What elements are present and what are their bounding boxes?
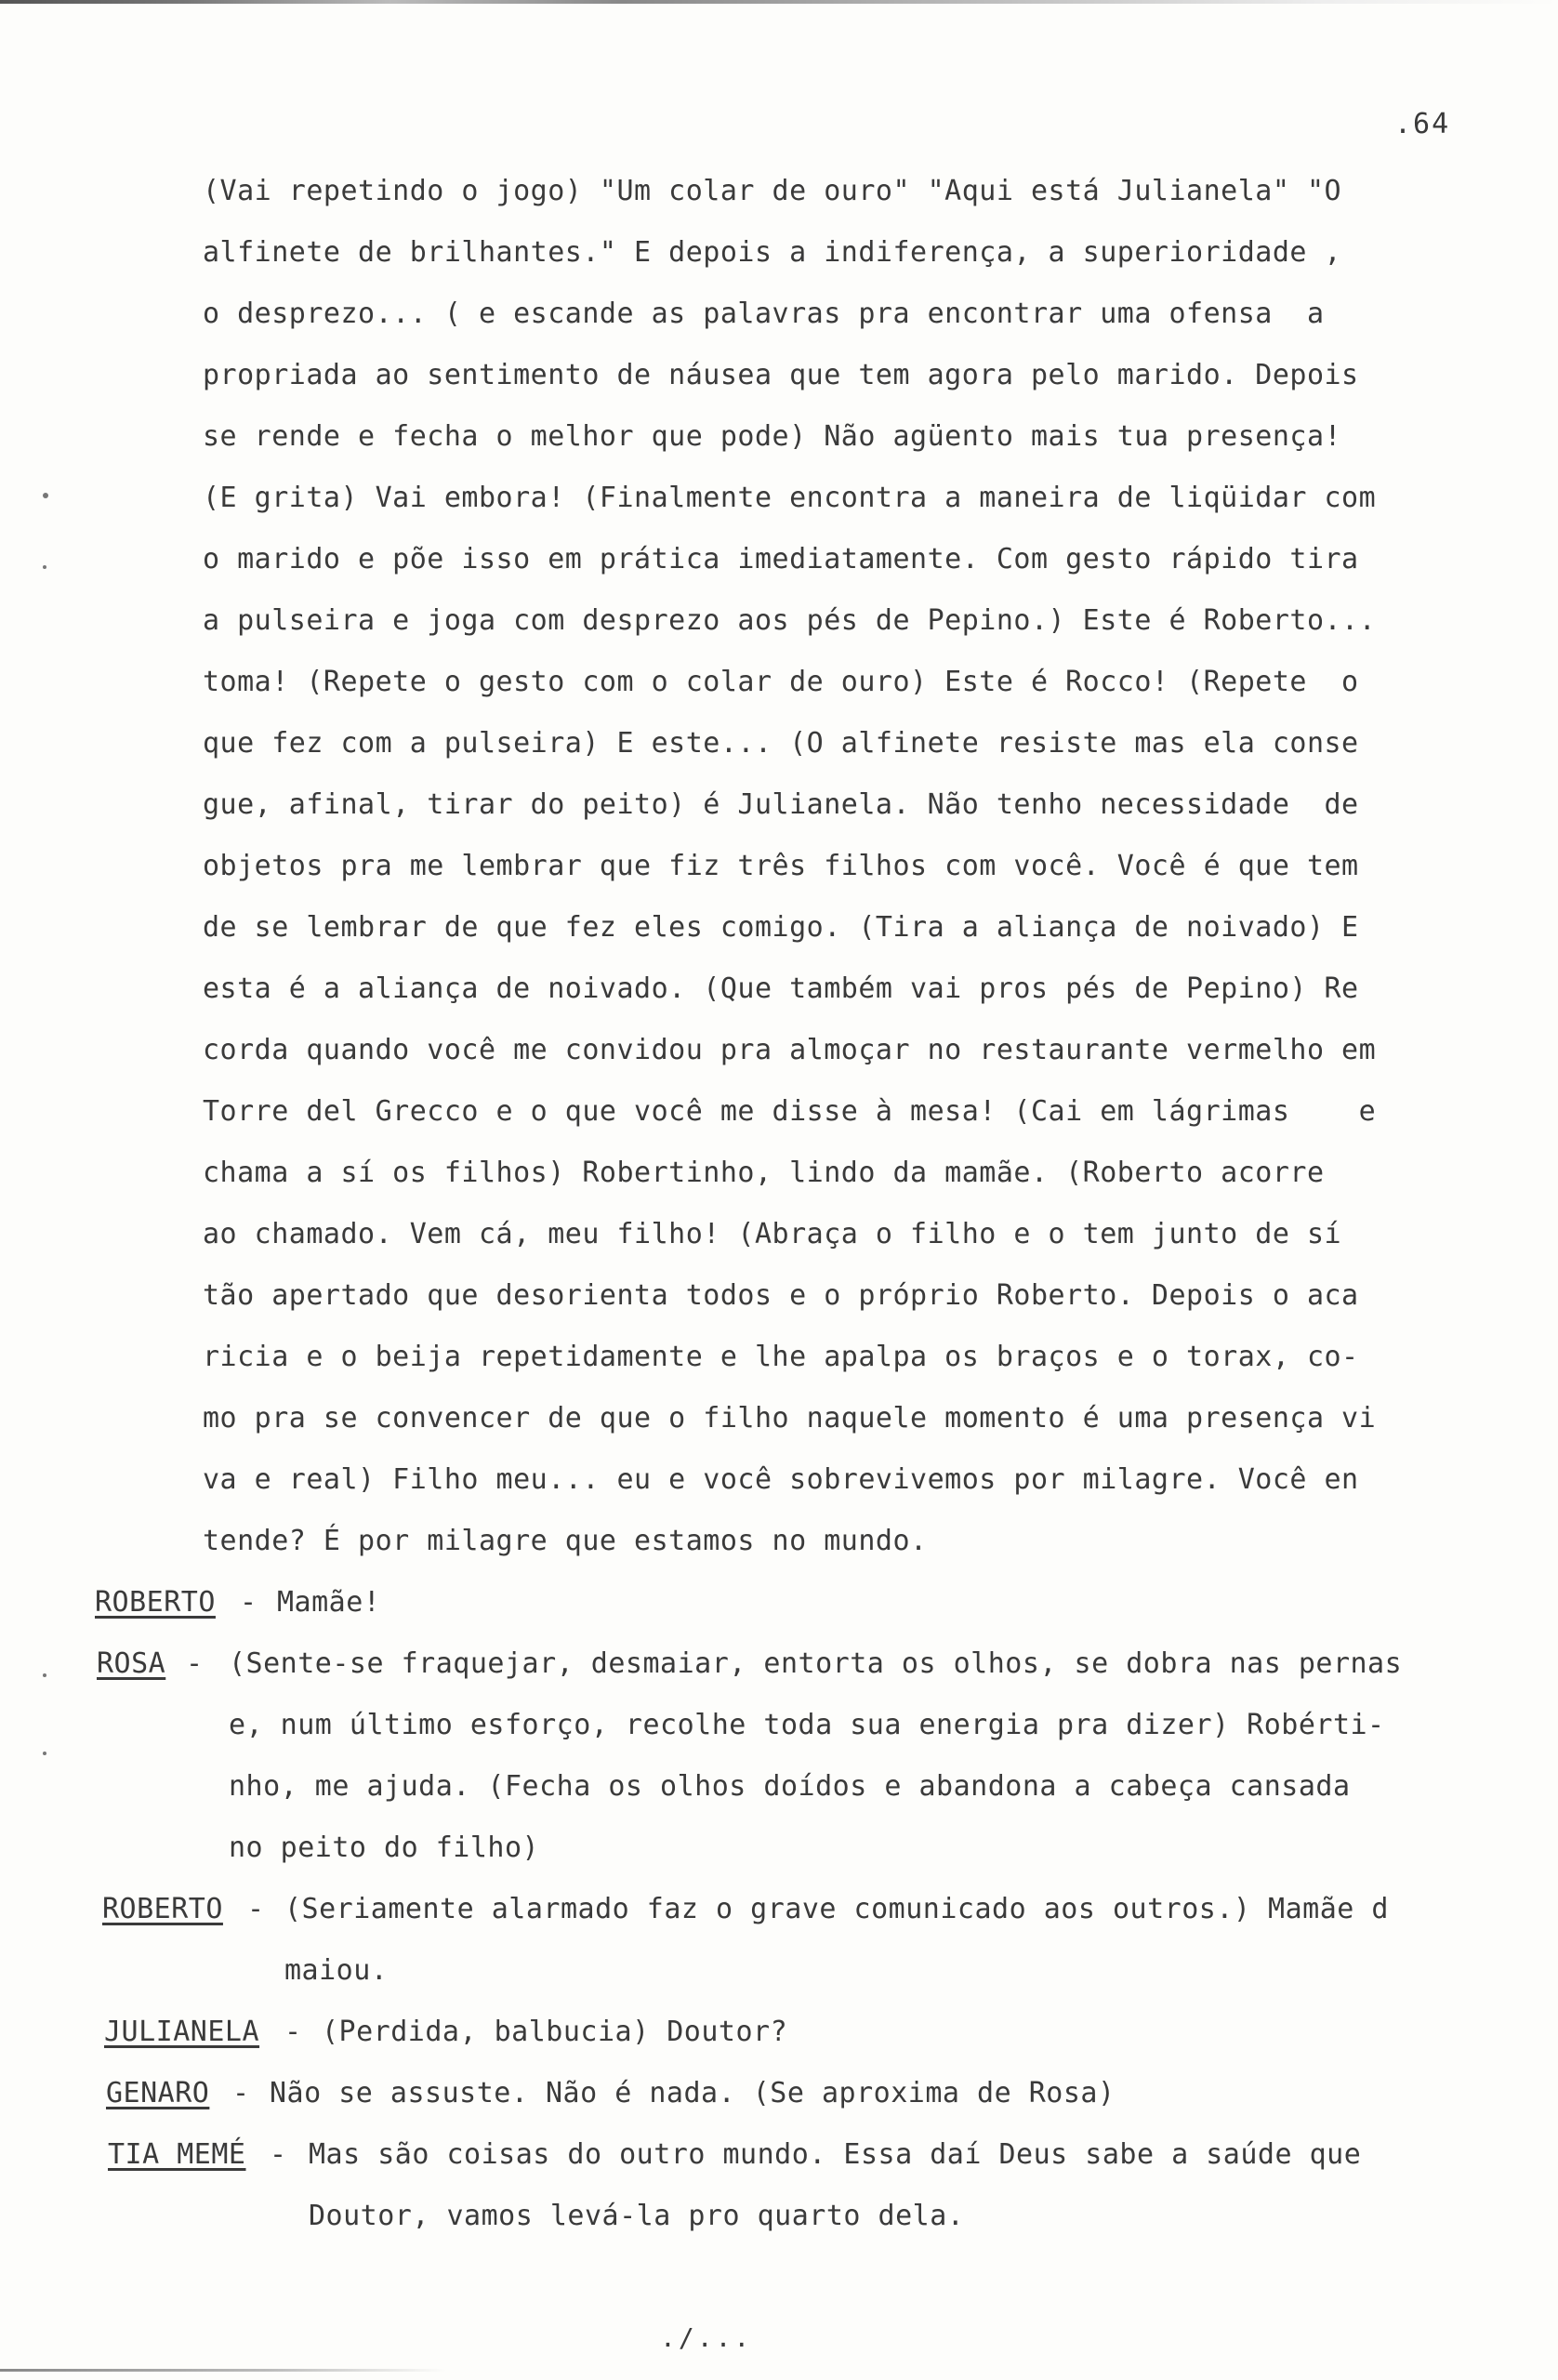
narrative-line: ricia e o beija repetidamente e lhe apalpa os braços e o torax, co- [203, 1341, 1359, 1373]
dialogue-dash: - [186, 1647, 204, 1680]
dialogue-line: maiou. [284, 1954, 389, 1987]
dialogue-line: Não se assuste. Não é nada. (Se aproxima de Rosa) [270, 2077, 1116, 2109]
narrative-line: que fez com a pulseira) E este... (O alfinete resiste mas ela conse [203, 727, 1359, 760]
dialogue-line: (Perdida, balbucia) Doutor? [322, 2016, 788, 2048]
page-number: .64 [1394, 108, 1451, 140]
dialogue-line: Mas são coisas do outro mundo. Essa daí Deus sabe a saúde que [309, 2138, 1362, 2171]
speaker-name: JULIANELA [104, 2016, 260, 2048]
speaker-name: TIA MEMÉ [108, 2138, 246, 2171]
dialogue-line: nho, me ajuda. (Fecha os olhos doídos e abandona a cabeça cansada [229, 1770, 1351, 1803]
narrative-line: toma! (Repete o gesto com o colar de ouro) Este é Rocco! (Repete o [203, 666, 1359, 698]
narrative-line: propriada ao sentimento de náusea que tem agora pelo marido. Depois [203, 359, 1359, 391]
scan-bottom-edge [0, 2369, 446, 2372]
dialogue-line: no peito do filho) [229, 1831, 540, 1864]
dialogue-dash: - [232, 2077, 250, 2109]
speaker-name: ROSA [97, 1647, 166, 1680]
scan-speck [43, 1673, 46, 1677]
narrative-line: mo pra se convencer de que o filho naquele momento é uma presença vi [203, 1402, 1377, 1435]
speaker-name: GENARO [106, 2077, 210, 2109]
narrative-line: objetos pra me lembrar que fiz três filhos com você. Você é que tem [203, 850, 1359, 882]
narrative-line: o marido e põe isso em prática imediatamente. Com gesto rápido tira [203, 543, 1359, 575]
dialogue-line: (Sente-se fraquejar, desmaiar, entorta os olhos, se dobra nas pernas [229, 1647, 1403, 1680]
narrative-line: chama a sí os filhos) Robertinho, lindo da mamãe. (Roberto acorre [203, 1157, 1325, 1189]
dialogue-line: Mamãe! [277, 1586, 381, 1619]
continuation-mark: ./... [660, 2322, 753, 2353]
narrative-line: de se lembrar de que fez eles comigo. (Tira a aliança de noivado) E [203, 911, 1359, 944]
narrative-line: tende? É por milagre que estamos no mundo. [203, 1525, 928, 1557]
scan-speck [43, 493, 48, 498]
scan-speck [43, 565, 46, 569]
scan-speck [43, 1752, 46, 1755]
narrative-line: a pulseira e joga com desprezo aos pés de Pepino.) Este é Roberto... [203, 604, 1377, 637]
dialogue-line: Doutor, vamos levá-la pro quarto dela. [309, 2200, 965, 2232]
narrative-line: tão apertado que desorienta todos e o próprio Roberto. Depois o aca [203, 1279, 1359, 1312]
narrative-line: se rende e fecha o melhor que pode) Não agüento mais tua presença! [203, 420, 1342, 453]
narrative-line: corda quando você me convidou pra almoçar no restaurante vermelho em [203, 1034, 1377, 1066]
narrative-line: (E grita) Vai embora! (Finalmente encontra a maneira de liqüidar com [203, 482, 1377, 514]
dialogue-dash: - [240, 1586, 257, 1619]
narrative-line: esta é a aliança de noivado. (Que também vai pros pés de Pepino) Re [203, 972, 1359, 1005]
narrative-line: o desprezo... ( e escande as palavras pra encontrar uma ofensa a [203, 298, 1325, 330]
narrative-line: va e real) Filho meu... eu e você sobrevivemos por milagre. Você en [203, 1463, 1359, 1496]
narrative-line: (Vai repetindo o jogo) "Um colar de ouro" "Aqui está Julianela" "O [203, 175, 1342, 207]
dialogue-dash: - [247, 1893, 265, 1925]
dialogue-line: (Seriamente alarmado faz o grave comunicado aos outros.) Mamãe d [284, 1893, 1389, 1925]
dialogue-line: e, num último esforço, recolhe toda sua energia pra dizer) Robérti- [229, 1709, 1385, 1741]
narrative-line: Torre del Grecco e o que você me disse à mesa! (Cai em lágrimas e [203, 1095, 1377, 1128]
scan-top-edge [0, 0, 1558, 4]
speaker-name: ROBERTO [95, 1586, 216, 1619]
dialogue-dash: - [284, 2016, 302, 2048]
narrative-line: gue, afinal, tirar do peito) é Julianela. Não tenho necessidade de [203, 788, 1359, 821]
speaker-name: ROBERTO [102, 1893, 223, 1925]
dialogue-dash: - [270, 2138, 287, 2171]
narrative-line: alfinete de brilhantes." E depois a indiferença, a superioridade , [203, 236, 1342, 269]
narrative-line: ao chamado. Vem cá, meu filho! (Abraça o filho e o tem junto de sí [203, 1218, 1342, 1250]
